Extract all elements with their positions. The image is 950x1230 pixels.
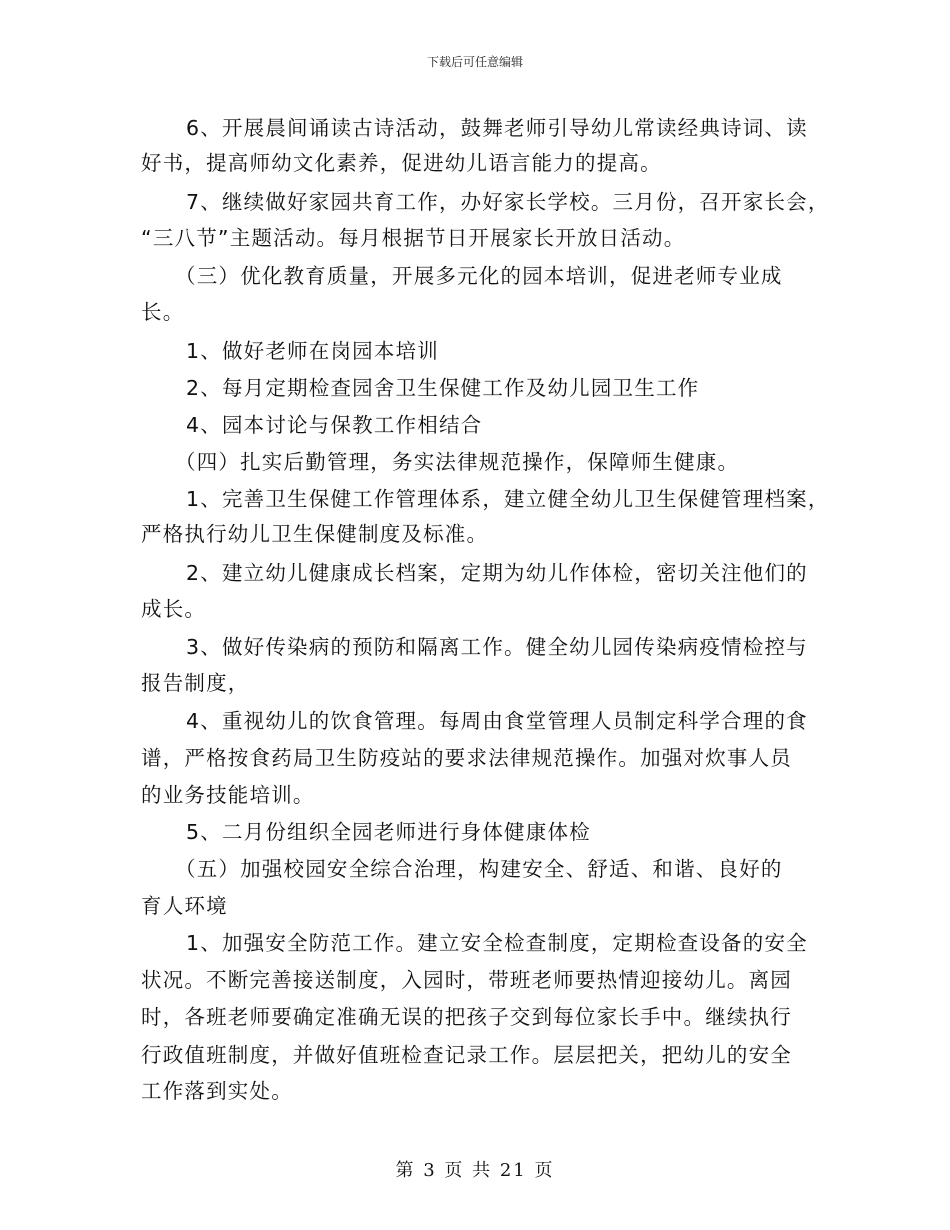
body-line: 7、继续做好家园共育工作，办好家长学校。三月份，召开家长会， <box>186 190 830 214</box>
body-line: （五）加强校园安全综合治理，构建安全、舒适、和谐、良好的 <box>175 857 783 881</box>
body-line: 行政值班制度，并做好值班检查记录工作。层层把关，把幼儿的安全 <box>141 1043 792 1067</box>
body-line: 1、做好老师在岗园本培训 <box>186 339 439 363</box>
body-line: 2、每月定期检查园舍卫生保健工作及幼儿园卫生工作 <box>186 376 700 400</box>
body-line: 好书，提高师幼文化素养，促进幼儿语言能力的提高。 <box>141 151 662 175</box>
body-line: 状况。不断完善接送制度，入园时，带班老师要热情迎接幼儿。离园 <box>141 968 792 992</box>
body-line: 的业务技能培训。 <box>141 783 315 807</box>
body-line: 谱，严格按食药局卫生防疫站的要求法律规范操作。加强对炊事人员 <box>141 746 792 770</box>
body-line: 4、园本讨论与保教工作相结合 <box>186 413 483 437</box>
body-line: 6、开展晨间诵读古诗活动，鼓舞老师引导幼儿常读经典诗词、读 <box>186 116 808 140</box>
body-line: 4、重视幼儿的饮食管理。每周由食堂管理人员制定科学合理的食 <box>186 709 808 733</box>
body-line: 2、建立幼儿健康成长档案，定期为幼儿作体检，密切关注他们的 <box>186 561 808 585</box>
body-line: 长。 <box>141 300 185 324</box>
body-line: 3、做好传染病的预防和隔离工作。健全幼儿园传染病疫情检控与 <box>186 635 808 659</box>
page-header: 下载后可任意编辑 <box>426 55 523 69</box>
body-line: 1、完善卫生保健工作管理体系，建立健全幼儿卫生保健管理档案， <box>186 487 830 511</box>
body-line: 严格执行幼儿卫生保健制度及标准。 <box>141 522 489 546</box>
body-line: 时，各班老师要确定准确无误的把孩子交到每位家长手中。继续执行 <box>141 1005 792 1029</box>
body-line: “三八节”主题活动。每月根据节日开展家长开放日活动。 <box>141 226 686 250</box>
body-line: 5、二月份组织全园老师进行身体健康体检 <box>186 820 591 844</box>
body-line: 工作落到实处。 <box>141 1079 293 1103</box>
body-line: 报告制度， <box>141 671 250 695</box>
body-line: 1、加强安全防范工作。建立安全检查制度，定期检查设备的安全 <box>186 931 808 955</box>
body-line: （三）优化教育质量，开展多元化的园本培训，促进老师专业成 <box>175 264 783 288</box>
body-line: 成长。 <box>141 597 207 621</box>
body-line: （四）扎实后勤管理，务实法律规范操作，保障师生健康。 <box>175 450 740 474</box>
page-footer: 第 3 页 共 21 页 <box>395 1160 555 1181</box>
body-line: 育人环境 <box>141 894 228 918</box>
